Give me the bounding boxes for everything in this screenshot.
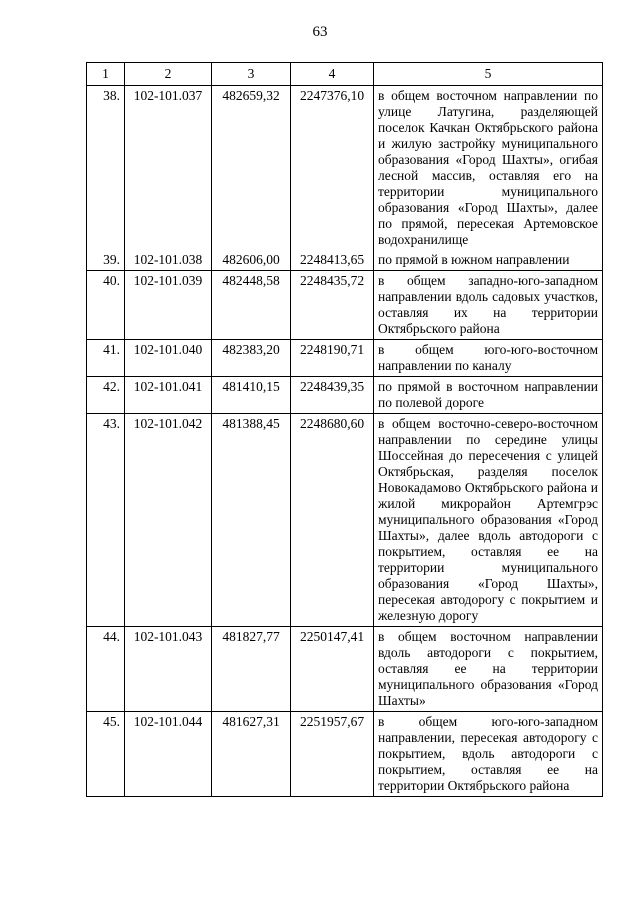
x-coordinate: 482383,20 — [212, 340, 291, 377]
boundary-description: в общем восточно-северо-восточном направлении по середине улицы Шоссейная до пересечения с улицей Октябрьская, разделяя поселок Новокадамово Октябрьского района и жилой микрорайон Артемгрэс муниципального образования «Город Шахты», далее вдоль автодороги с покрытием, оставляя ее на территории муниципального образования «Город Шахты», пересекая автодорогу с покрытием и железную дорогу — [374, 414, 603, 627]
header-col-1: 1 — [87, 63, 125, 86]
row-number: 41. — [87, 340, 125, 377]
row-number: 44. — [87, 627, 125, 712]
x-coordinate: 481627,31 — [212, 712, 291, 797]
table-row — [87, 340, 603, 377]
y-coordinate: 2248680,60 — [291, 414, 374, 627]
boundary-description: в общем юго-юго-западном направлении, пересекая автодорогу с покрытием, вдоль автодороги с покрытием, оставляя ее на территории Октябрьского района — [374, 712, 603, 797]
row-number: 39. — [87, 250, 125, 271]
x-coordinate: 481388,45 — [212, 414, 291, 627]
y-coordinate: 2248190,71 — [291, 340, 374, 377]
boundary-description: по прямой в восточном направлении по полевой дороге — [374, 377, 603, 414]
table-row — [87, 250, 603, 271]
row-number: 38. — [87, 86, 125, 251]
y-coordinate: 2250147,41 — [291, 627, 374, 712]
point-code: 102-101.039 — [125, 271, 212, 340]
x-coordinate: 481827,77 — [212, 627, 291, 712]
point-code: 102-101.037 — [125, 86, 212, 251]
table-row — [87, 86, 603, 251]
table-row — [87, 271, 603, 340]
row-number: 42. — [87, 377, 125, 414]
point-code: 102-101.040 — [125, 340, 212, 377]
x-coordinate: 482606,00 — [212, 250, 291, 271]
point-code: 102-101.038 — [125, 250, 212, 271]
row-number: 43. — [87, 414, 125, 627]
table-row — [87, 627, 603, 712]
table-row — [87, 377, 603, 414]
row-number: 40. — [87, 271, 125, 340]
point-code: 102-101.042 — [125, 414, 212, 627]
point-code: 102-101.041 — [125, 377, 212, 414]
point-code: 102-101.043 — [125, 627, 212, 712]
header-col-3: 3 — [212, 63, 291, 86]
y-coordinate: 2248435,72 — [291, 271, 374, 340]
table-row — [87, 414, 603, 627]
point-code: 102-101.044 — [125, 712, 212, 797]
boundary-points-table — [86, 62, 603, 797]
header-col-4: 4 — [291, 63, 374, 86]
page-number: 63 — [312, 24, 328, 40]
header-col-2: 2 — [125, 63, 212, 86]
table-row — [87, 712, 603, 797]
x-coordinate: 482448,58 — [212, 271, 291, 340]
boundary-description: в общем западно-юго-западном направлении вдоль садовых участков, оставляя их на территории Октябрьского района — [374, 271, 603, 340]
row-number: 45. — [87, 712, 125, 797]
boundary-description: по прямой в южном направлении — [374, 250, 603, 271]
header-col-5: 5 — [374, 63, 603, 86]
y-coordinate: 2248439,35 — [291, 377, 374, 414]
table-header-row — [87, 63, 603, 86]
x-coordinate: 481410,15 — [212, 377, 291, 414]
x-coordinate: 482659,32 — [212, 86, 291, 251]
y-coordinate: 2251957,67 — [291, 712, 374, 797]
y-coordinate: 2247376,10 — [291, 86, 374, 251]
boundary-description: в общем восточном направлении вдоль автодороги с покрытием, оставляя ее на территории муниципального образования «Город Шахты» — [374, 627, 603, 712]
y-coordinate: 2248413,65 — [291, 250, 374, 271]
boundary-description: в общем восточном направлении по улице Латугина, разделяющей поселок Качкан Октябрьского района и жилую застройку муниципального образования «Город Шахты», огибая лесной массив, оставляя его на территории муниципального образования «Город Шахты», далее по прямой, пересекая Артемовское водохранилище — [374, 86, 603, 251]
boundary-description: в общем юго-юго-восточном направлении по каналу — [374, 340, 603, 377]
